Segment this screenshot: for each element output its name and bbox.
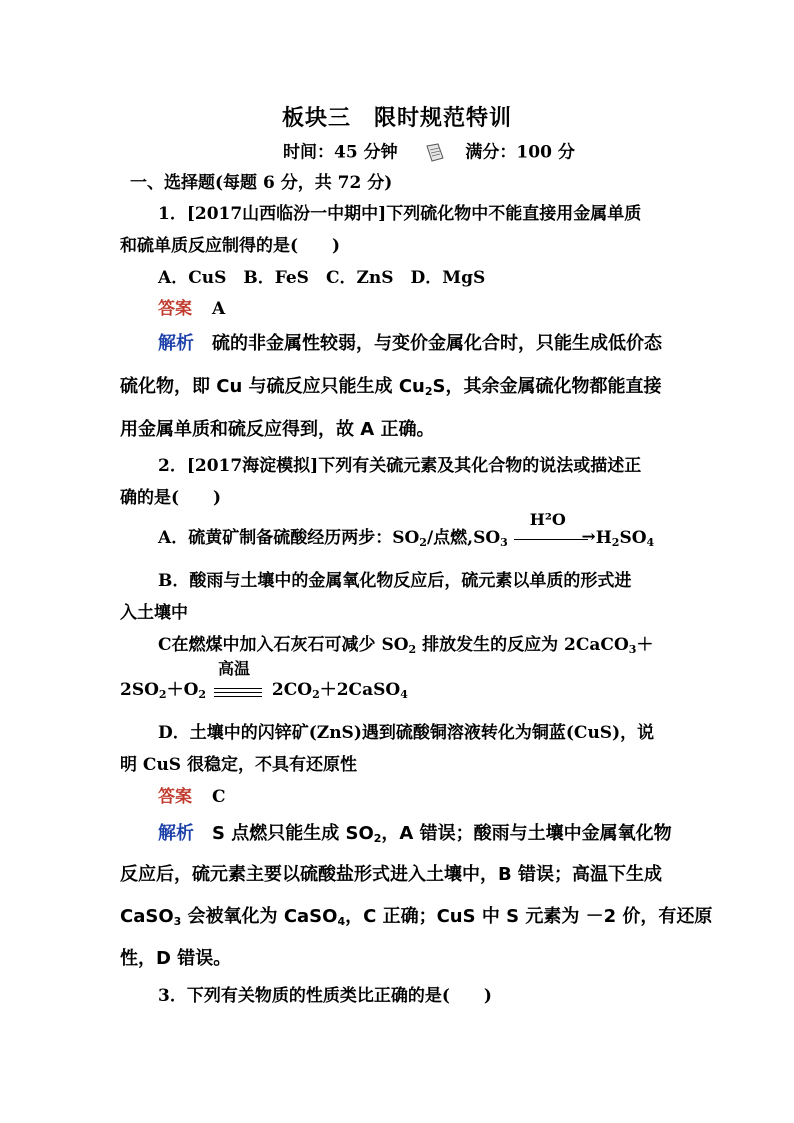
q2-option-b-line2: 入土壤中 [120, 603, 188, 623]
q2-option-c-line2: $2SO_2+O_2$ 高温 $2CO_2+2CaSO_4$ [120, 658, 408, 701]
q2-explanation-line3: CaSO$_3$ 会被氧化为 CaSO$_4$，C 正确；CuS 中 S 元素为 －2 价，有还原 [120, 906, 713, 928]
q2-explanation-line2: 反应后，硫元素主要以硫酸盐形式进入土壤中，B 错误；高温下生成 [120, 864, 662, 885]
q2-stem-line1: 2．[2017海淀模拟]下列有关硫元素及其化合物的说法或描述正 [158, 456, 642, 476]
q2-option-b-line1: B．酸雨与土壤中的金属氧化物反应后，硫元素以单质的形式进 [158, 571, 632, 591]
q1-stem-line1: 1．[2017山西临汾一中期中]下列硫化物中不能直接用金属单质 [158, 204, 642, 224]
page-title: 板块三 限时规范特训 [281, 105, 512, 131]
answer-label: 答案 [158, 299, 192, 319]
clock-icon [424, 142, 446, 164]
q2-option-d-line2: 明 CuS 很稳定，不具有还原性 [120, 755, 358, 775]
q1-options: A．CuS B．FeS C．ZnS D．MgS [158, 268, 486, 288]
reaction-arrow: H²O → [514, 531, 596, 547]
q1-explanation-line3: 用金属单质和硫反应得到，故 A 正确。 [120, 419, 435, 440]
q2-answer [158, 789, 226, 806]
q1-stem-line2: 和硫单质反应制得的是( ) [120, 236, 341, 256]
answer-value: C [212, 787, 226, 807]
answer-value: A [212, 299, 226, 319]
q1-answer [158, 301, 225, 318]
q2-explanation-line1: 解析 S 点燃只能生成 $SO_2$，A 错误；酸雨与土壤中金属氧化物 [158, 823, 672, 845]
exam-info [283, 142, 575, 164]
q2-explanation-line4: 性，D 错误。 [120, 948, 232, 969]
q1-explanation-line1: 解析 硫的非金属性较弱，与变价金属化合时，只能生成低价态 [158, 333, 662, 354]
explanation-label: 解析 [158, 333, 194, 354]
time-label: 时间：45 分钟 [283, 142, 398, 163]
explanation-label: 解析 [158, 823, 194, 844]
section-heading: 一、选择题(每题 6 分，共 72 分) [130, 173, 393, 193]
reaction-equals: 高温 [212, 685, 266, 697]
q2-option-c-line1: C在燃煤中加入石灰石可减少 $SO_2$ 排放发生的反应为 2CaCO$_3$＋ [158, 635, 654, 656]
q3-stem-line1: 3．下列有关物质的性质类比正确的是( ) [158, 986, 492, 1006]
answer-label: 答案 [158, 787, 192, 807]
q2-option-a: A．硫黄矿制备硫酸经历两步：$SO_2/$点燃$,SO_3$ H²O → $H_2SO_4$ [158, 509, 655, 549]
q2-option-d-line1: D．土壤中的闪锌矿(ZnS)遇到硫酸铜溶液转化为铜蓝(CuS)，说 [158, 723, 655, 743]
score-label: 满分：100 分 [465, 142, 575, 163]
q2-stem-line2: 确的是( ) [120, 488, 222, 508]
q1-explanation-line2: 硫化物，即 Cu 与硫反应只能生成 $Cu_2S$，其余金属硫化物都能直接 [120, 376, 662, 398]
